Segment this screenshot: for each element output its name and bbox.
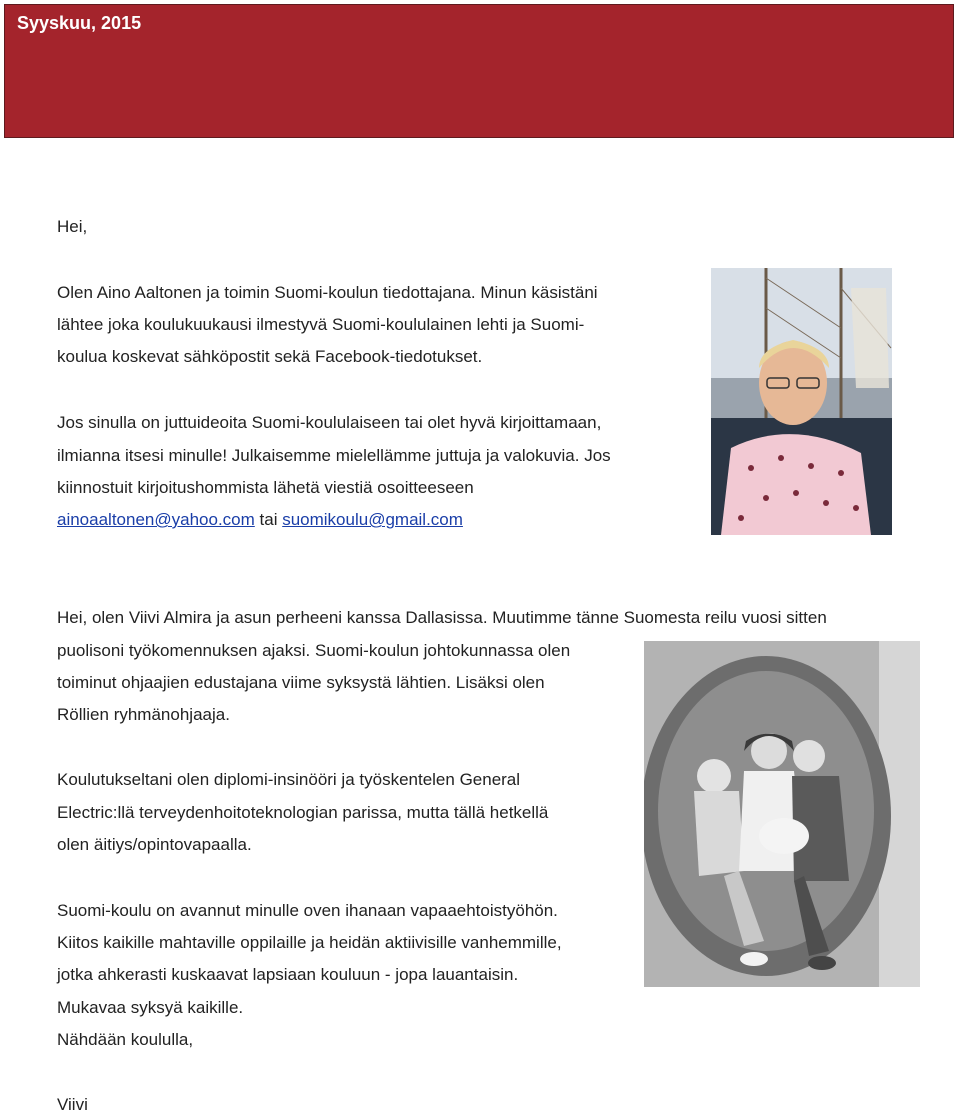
header-banner	[4, 4, 954, 138]
aino-portrait-illustration	[711, 268, 892, 535]
viivi-paragraph-3-line-5: Nähdään koululla,	[57, 1030, 194, 1049]
viivi-paragraph-2-line-1: Koulutukseltani olen diplomi-insinööri ja työskentelen General	[57, 770, 521, 789]
viivi-paragraph-2-line-3: olen äitiys/opintovapaalla.	[57, 835, 252, 854]
viivi-paragraph-3-line-3: jotka ahkerasti kuskaavat lapsiaan kouluun - jopa lauantaisin.	[57, 965, 519, 984]
viivi-paragraph-3-line-4: Mukavaa syksyä kaikille.	[57, 998, 244, 1017]
viivi-paragraph-2-line-2: Electric:llä terveydenhoitoteknologian parissa, mutta tällä hetkellä	[57, 803, 549, 822]
aino-paragraph-2-line-2: ilmianna itsesi minulle! Julkaisemme mielellämme juttuja ja valokuvia. Jos	[57, 446, 611, 465]
viivi-paragraph-3-line-2: Kiitos kaikille mahtaville oppilaille ja heidän aktiivisille vanhemmille,	[57, 933, 562, 952]
email-separator: tai	[254, 510, 283, 529]
newsletter-date-title: Syyskuu, 2015	[17, 13, 142, 33]
aino-paragraph-1-line-3: koulua koskevat sähköpostit sekä Facebook-tiedotukset.	[57, 347, 483, 366]
viivi-paragraph-1-line-4: Röllien ryhmänohjaaja.	[57, 705, 230, 724]
viivi-paragraph-3-line-1: Suomi-koulu on avannut minulle oven ihanaan vapaaehtoistyöhön.	[57, 901, 558, 920]
viivi-family-photo	[644, 641, 920, 987]
greeting: Hei,	[57, 217, 88, 236]
aino-contact-line	[57, 509, 463, 531]
viivi-paragraph-1-line-3: toiminut ohjaajien edustajana viime syksystä lähtien. Lisäksi olen	[57, 673, 545, 692]
viivi-paragraph-1-line-2: puolisoni työkomennuksen ajaksi. Suomi-koulun johtokunnassa olen	[57, 641, 571, 660]
email-link-aino[interactable]: ainoaaltonen@yahoo.com	[57, 510, 255, 529]
aino-paragraph-2-line-3: kiinnostuit kirjoitushommista lähetä viestiä osoitteeseen	[57, 478, 474, 497]
viivi-paragraph-1-line-1: Hei, olen Viivi Almira ja asun perheeni kanssa Dallasissa. Muutimme tänne Suomesta reilu vuosi sitten	[57, 608, 827, 627]
aino-paragraph-1-line-1: Olen Aino Aaltonen ja toimin Suomi-koulun tiedottajana. Minun käsistäni	[57, 283, 598, 302]
aino-portrait-photo	[711, 268, 892, 535]
signature: Viivi	[57, 1095, 88, 1114]
aino-paragraph-1-line-2: lähtee joka koulukuukausi ilmestyvä Suomi-koululainen lehti ja Suomi-	[57, 315, 585, 334]
viivi-family-illustration	[644, 641, 920, 987]
email-link-suomikoulu[interactable]: suomikoulu@gmail.com	[282, 510, 463, 529]
aino-paragraph-2-line-1: Jos sinulla on juttuideoita Suomi-koululaiseen tai olet hyvä kirjoittamaan,	[57, 413, 602, 432]
